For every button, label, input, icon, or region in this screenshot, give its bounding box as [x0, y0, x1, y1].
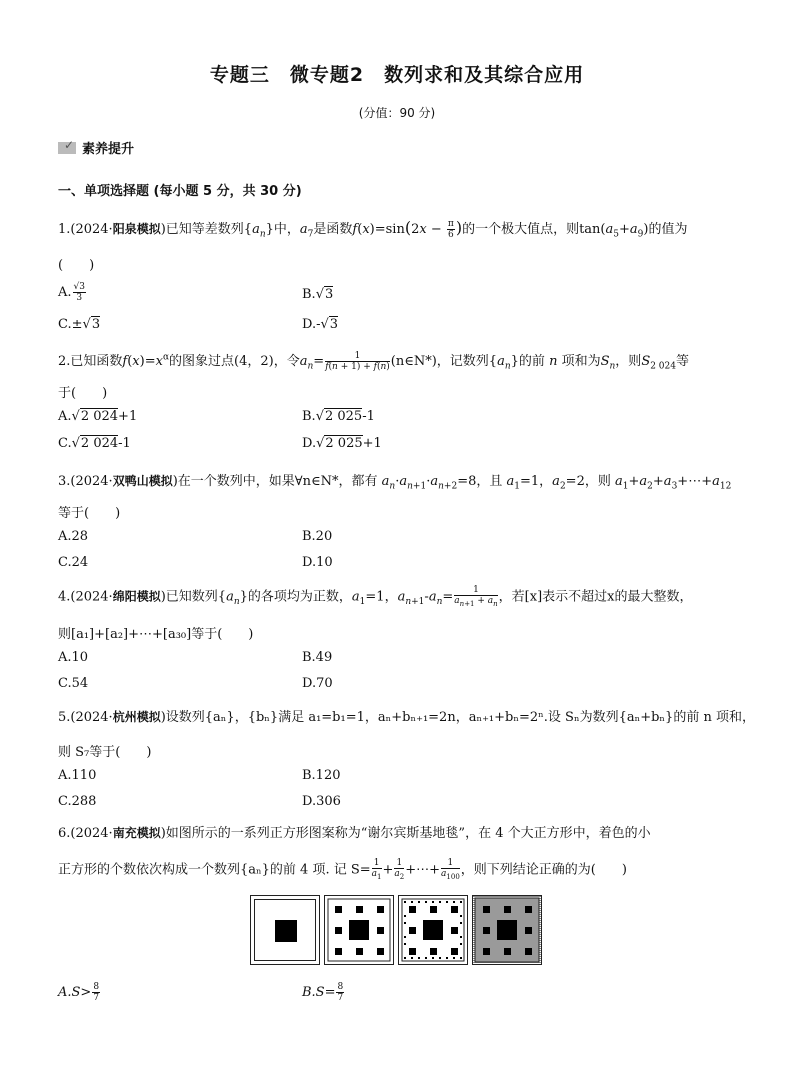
q1-option-b[interactable]: B.√3 — [302, 287, 334, 302]
page-title: 专题三 微专题2 数列求和及其综合应用 — [209, 64, 585, 86]
question-5-cont: 则 S₇等于( ) — [58, 745, 152, 760]
q3-option-c[interactable]: C.24 — [58, 555, 89, 570]
q5-option-a[interactable]: A.110 — [58, 768, 97, 783]
q3-option-a[interactable]: A.28 — [58, 529, 89, 544]
q2-option-c[interactable]: C.√2 024-1 — [58, 436, 131, 451]
q4-option-c[interactable]: C.54 — [58, 676, 89, 691]
q3-option-b[interactable]: B.20 — [302, 529, 333, 544]
question-1-paren: ( ) — [58, 258, 95, 273]
q1-option-c[interactable]: C.±√3 — [58, 317, 101, 332]
question-6-cont: 正方形的个数依次构成一个数列{aₙ}的前 4 项. 记 S= $\frac{1}{a_1}$ + $\frac{1}{a_2}$ +⋯+ $\frac{1}{a_{100}}$ ，则下列结论正确的为( ) — [58, 858, 627, 881]
q4-option-b[interactable]: B.49 — [302, 650, 333, 665]
q2-option-d[interactable]: D.√2 025+1 — [302, 436, 382, 451]
q3-option-d[interactable]: D.10 — [302, 555, 333, 570]
sierpinski-carpet-figure — [250, 895, 542, 965]
carpet-3 — [398, 895, 468, 965]
q4-option-d[interactable]: D.70 — [302, 676, 333, 691]
q4-option-a[interactable]: A.10 — [58, 650, 89, 665]
q5-option-b[interactable]: B.120 — [302, 768, 341, 783]
q1-option-d[interactable]: D.-√3 — [302, 317, 339, 332]
part-heading: 一、单项选择题 (每小题 5 分，共 30 分) — [58, 184, 302, 199]
question-3: 3.(2024·双鸭山模拟)在一个数列中，如果∀n∈N*，都有 $a_n\cdot a_{n+1}\cdot a_{n+2}=8$，且 $a_1=1$，$a_2=2$，则 $a_1+a_2+a_3+\cdots+a_{12}$ — [58, 474, 732, 492]
carpet-4 — [472, 895, 542, 965]
q6-option-b[interactable]: B.S= $\frac{8}{7}$ — [302, 982, 344, 1003]
question-2: 2.已知函数$f(x)=x^\alpha$的图象过点(4，2)，令$a_n=$ $\frac{1}{f(n + 1) + f(n)}$ (n∈N*)，记数列$\{a_n\}$的前 n 项和为$S_n$，则$S_{2 024}$等 — [58, 351, 689, 372]
q5-option-d[interactable]: D.306 — [302, 794, 341, 809]
question-5: 5.(2024·杭州模拟)设数列{aₙ}，{bₙ}满足 a₁=b₁=1，aₙ+bₙ₊₁=2n，aₙ₊₁+bₙ=2ⁿ.设 Sₙ为数列{aₙ+bₙ}的前 n 项和， — [58, 710, 755, 725]
q5-option-c[interactable]: C.288 — [58, 794, 97, 809]
q6-option-a[interactable]: A.S> $\frac{8}{7}$ — [58, 982, 100, 1003]
carpet-2 — [324, 895, 394, 965]
q2-option-b[interactable]: B.√2 025-1 — [302, 409, 375, 424]
question-3-cont: 等于( ) — [58, 506, 121, 521]
question-2-cont: 于( ) — [58, 386, 108, 401]
question-4-cont: 则[a₁]+[a₂]+⋯+[a₃₀]等于( ) — [58, 627, 254, 642]
question-6: 6.(2024·南充模拟)如图所示的一系列正方形图案称为“谢尔宾斯基地毯”，在 4 个大正方形中，着色的小 — [58, 826, 651, 841]
section-label: 素养提升 — [82, 142, 135, 157]
q2-option-a[interactable]: A.√2 024+1 — [58, 409, 138, 424]
question-4: 4.(2024·绵阳模拟)已知数列$\{a_n\}$的各项均为正数，$a_1=1$，$a_{n+1}-a_n=$ $\frac{1}{a_{n+1} + a_n}$ ，若[x]表示不超过x的最大整数， — [58, 585, 693, 608]
q1-option-a[interactable]: A. $\frac{√3}{3}$ — [58, 282, 85, 303]
section-heading — [58, 138, 134, 157]
score-label: (分值：90 分) — [358, 106, 436, 120]
question-1: 1.(2024·阳泉模拟)已知等差数列$\{a_n\}$中，$a_7$是函数f(x)=sin(2x − $\frac{\pi}{6}$ )的一个极大值点，则$\tan(a_5+a_9)$的值为 — [58, 218, 688, 240]
checklist-icon — [58, 142, 76, 154]
carpet-1 — [250, 895, 320, 965]
